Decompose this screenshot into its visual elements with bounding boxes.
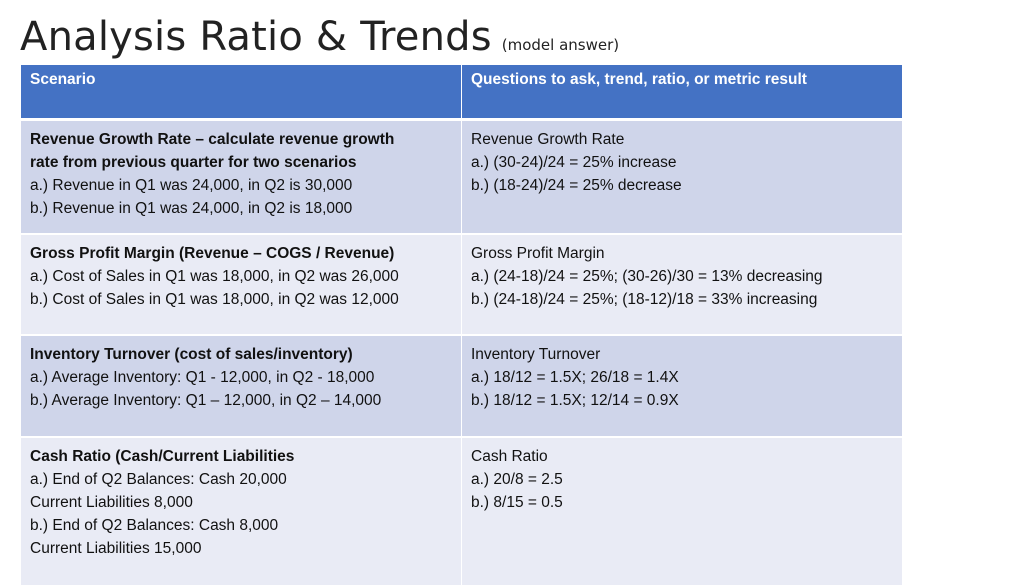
result-line: a.) (24-18)/24 = 25%; (30-26)/30 = 13% decreasing [471,268,823,285]
result-line: b.) 8/15 = 0.5 [471,494,563,511]
scenario-line: b.) Average Inventory: Q1 – 12,000, in Q2 – 14,000 [30,392,382,409]
title-subtitle: (model answer) [501,36,620,54]
scenario-line: a.) Revenue in Q1 was 24,000, in Q2 is 30,000 [30,177,353,194]
ratio-table [20,64,903,585]
result-line: Revenue Growth Rate [471,131,625,148]
scenario-line: Current Liabilities 8,000 [30,494,193,511]
scenario-heading-line: Cash Ratio (Cash/Current Liabilities [30,448,295,465]
scenario-line: Current Liabilities 15,000 [30,540,202,557]
result-line: a.) 20/8 = 2.5 [471,471,563,488]
result-line: Cash Ratio [471,448,548,465]
result-line: b.) 18/12 = 1.5X; 12/14 = 0.9X [471,392,679,409]
result-line: a.) 18/12 = 1.5X; 26/18 = 1.4X [471,369,679,386]
scenario-heading-line: rate from previous quarter for two scenarios [30,154,357,171]
result-cell [462,121,903,233]
scenario-cell [21,438,462,585]
table-row-revenue-growth [21,121,903,233]
result-line: a.) (30-24)/24 = 25% increase [471,154,677,171]
header-scenario: Scenario [21,65,462,119]
scenario-heading-line: Revenue Growth Rate – calculate revenue growth [30,131,395,148]
table-row-gross-profit-margin [21,235,903,334]
result-cell [462,336,903,436]
result-line: b.) (24-18)/24 = 25%; (18-12)/18 = 33% increasing [471,291,818,308]
scenario-cell [21,235,462,334]
scenario-cell [21,121,462,233]
result-line: Inventory Turnover [471,346,601,363]
result-cell [462,438,903,585]
scenario-heading-line: Inventory Turnover (cost of sales/inventory) [30,346,353,363]
header-results: Questions to ask, trend, ratio, or metric result [462,65,903,119]
scenario-line: a.) End of Q2 Balances: Cash 20,000 [30,471,287,488]
slide-title [20,14,619,60]
scenario-line: a.) Cost of Sales in Q1 was 18,000, in Q2 was 26,000 [30,268,399,285]
scenario-heading-line: Gross Profit Margin (Revenue – COGS / Revenue) [30,245,395,262]
table-row-inventory-turnover [21,336,903,436]
table-row-cash-ratio [21,438,903,585]
result-cell [462,235,903,334]
scenario-line: a.) Average Inventory: Q1 - 12,000, in Q2 - 18,000 [30,369,375,386]
result-line: Gross Profit Margin [471,245,605,262]
scenario-line: b.) End of Q2 Balances: Cash 8,000 [30,517,279,534]
scenario-line: b.) Revenue in Q1 was 24,000, in Q2 is 18,000 [30,200,353,217]
table-header-row [21,65,903,119]
scenario-line: b.) Cost of Sales in Q1 was 18,000, in Q2 was 12,000 [30,291,399,308]
title-main: Analysis Ratio & Trends [20,14,492,60]
result-line: b.) (18-24)/24 = 25% decrease [471,177,682,194]
scenario-cell [21,336,462,436]
